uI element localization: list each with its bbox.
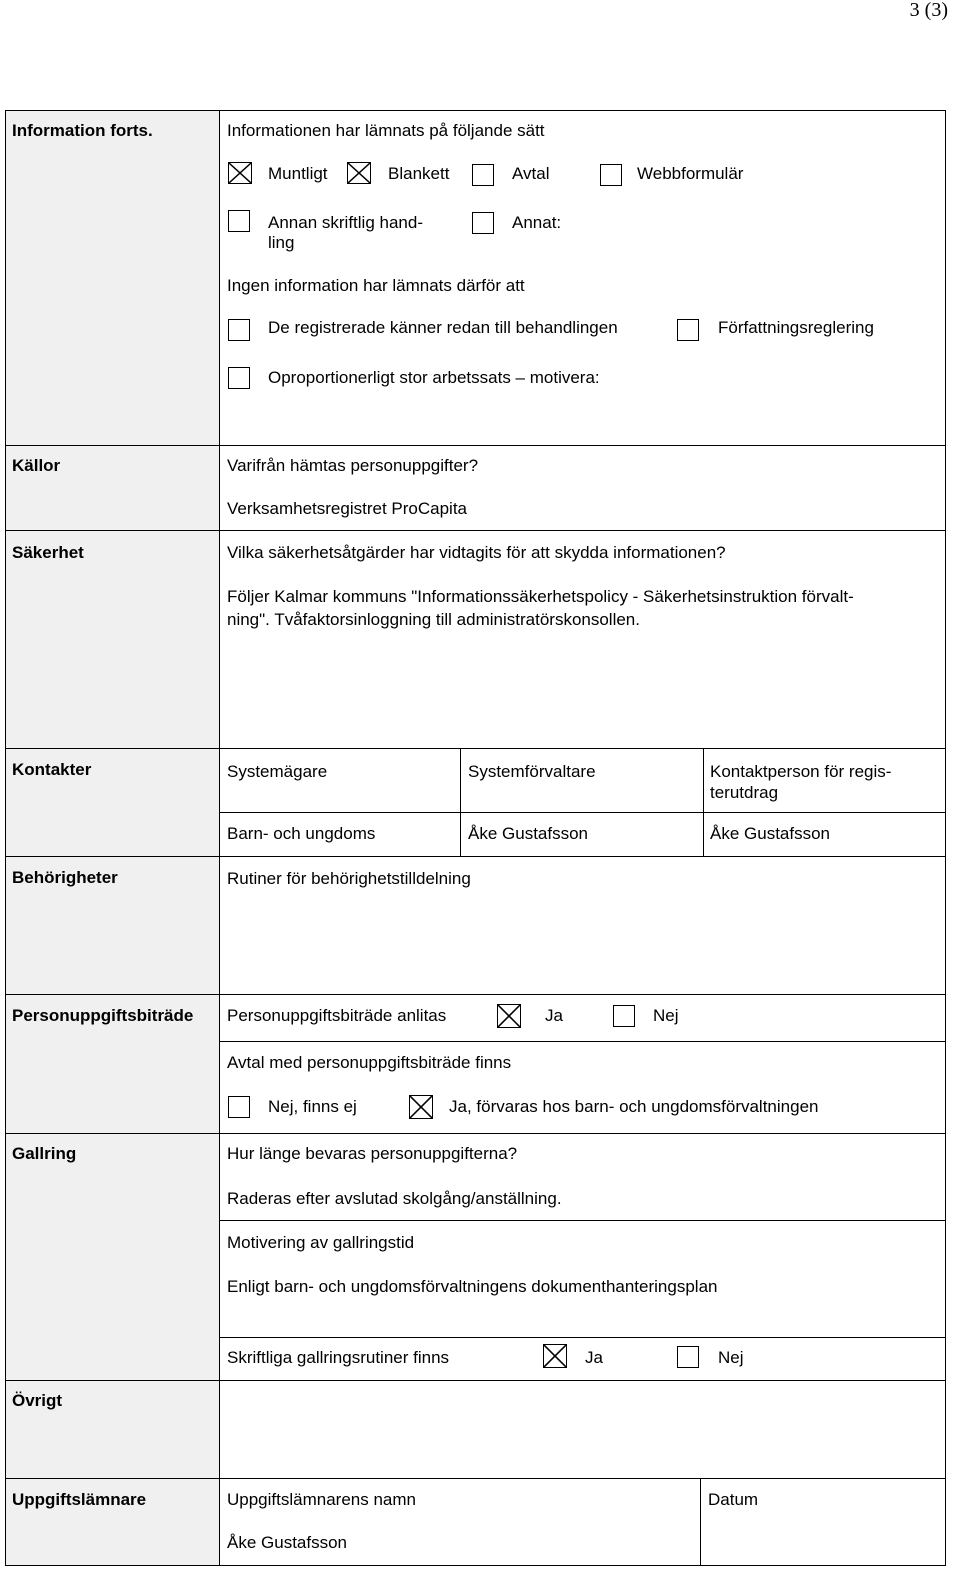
gallring-ja-checkbox[interactable] bbox=[543, 1344, 567, 1368]
uppgiftslamnare-name: Åke Gustafsson bbox=[227, 1533, 348, 1552]
check-x-icon bbox=[544, 1345, 566, 1367]
row-divider bbox=[5, 994, 945, 995]
kallor-label: Källor bbox=[12, 456, 61, 475]
pub-avtal-ja-checkbox[interactable] bbox=[409, 1095, 433, 1119]
pub-question: Personuppgiftsbiträde anlitas bbox=[227, 1006, 447, 1025]
check-x-icon bbox=[229, 163, 251, 183]
behorigheter-text: Rutiner för behörighetstilldelning bbox=[227, 869, 471, 888]
gallring-nej-checkbox[interactable] bbox=[677, 1346, 699, 1368]
row-divider bbox=[5, 530, 945, 531]
row-divider bbox=[5, 1380, 945, 1381]
gallring-label: Gallring bbox=[12, 1144, 77, 1163]
row-divider bbox=[5, 445, 945, 446]
kanner-checkbox[interactable] bbox=[228, 319, 250, 341]
gallring-nej-label: Nej bbox=[718, 1348, 744, 1367]
annat-checkbox[interactable] bbox=[472, 212, 494, 234]
webbformular-label: Webbformulär bbox=[637, 164, 744, 183]
pub-nej-checkbox[interactable] bbox=[613, 1005, 635, 1027]
uppgiftslamnare-name-label: Uppgiftslämnarens namn bbox=[227, 1490, 416, 1509]
kontaktperson-header-line1: Kontaktperson för regis- bbox=[710, 762, 892, 781]
muntligt-label: Muntligt bbox=[268, 164, 328, 183]
row-divider bbox=[5, 1133, 945, 1134]
kontakter-label: Kontakter bbox=[12, 760, 92, 779]
avtal-label: Avtal bbox=[512, 164, 550, 183]
pub-ja-checkbox[interactable] bbox=[497, 1004, 521, 1028]
gallring-motivering: Enligt barn- och ungdomsförvaltningens dokumenthanteringsplan bbox=[227, 1277, 718, 1296]
pub-nej-label: Nej bbox=[653, 1006, 679, 1025]
annat-label: Annat: bbox=[512, 213, 562, 232]
table-border-right bbox=[945, 110, 946, 1566]
row-divider bbox=[219, 1220, 945, 1221]
pub-avtal-question: Avtal med personuppgiftsbiträde finns bbox=[227, 1053, 512, 1072]
annan-skriftlig-label-line1: Annan skriftlig hand- bbox=[268, 213, 423, 232]
kontaktperson-header-line2: terutdrag bbox=[710, 783, 779, 802]
oproportionerligt-checkbox[interactable] bbox=[228, 367, 250, 389]
gallring-question: Hur länge bevaras personuppgifterna? bbox=[227, 1144, 518, 1163]
column-divider bbox=[700, 1478, 701, 1565]
systemforvaltare-header: Systemförvaltare bbox=[468, 762, 596, 781]
gallring-motivering-label: Motivering av gallringstid bbox=[227, 1233, 415, 1252]
row-divider bbox=[219, 1041, 945, 1042]
table-border-left bbox=[5, 110, 6, 1566]
pub-avtal-nej-label: Nej, finns ej bbox=[268, 1097, 357, 1116]
info-label: Information forts. bbox=[12, 121, 153, 140]
gallring-rutiner-question: Skriftliga gallringsrutiner finns bbox=[227, 1348, 450, 1367]
systemagare-header: Systemägare bbox=[227, 762, 328, 781]
systemagare-value: Barn- och ungdoms bbox=[227, 824, 376, 843]
muntligt-checkbox[interactable] bbox=[228, 162, 252, 184]
label-column bbox=[5, 110, 219, 1565]
blankett-checkbox[interactable] bbox=[347, 162, 371, 184]
column-divider bbox=[703, 748, 704, 856]
kanner-label: De registrerade känner redan till behandlingen bbox=[268, 318, 618, 337]
kontaktperson-value: Åke Gustafsson bbox=[710, 824, 831, 843]
sakerhet-answer-line2: ning". Tvåfaktorsinloggning till administratörskonsollen. bbox=[227, 610, 640, 629]
uppgiftslamnare-date-label: Datum bbox=[708, 1490, 759, 1509]
oproportionerligt-label: Oproportionerligt stor arbetssats – motivera: bbox=[268, 368, 600, 387]
behorigheter-label: Behörigheter bbox=[12, 868, 118, 887]
annan-skriftlig-label-line2: ling bbox=[268, 233, 295, 252]
row-divider bbox=[5, 1478, 945, 1479]
systemforvaltare-value: Åke Gustafsson bbox=[468, 824, 589, 843]
info-heading: Informationen har lämnats på följande sätt bbox=[227, 121, 545, 140]
row-divider bbox=[5, 748, 945, 749]
kallor-question: Varifrån hämtas personuppgifter? bbox=[227, 456, 479, 475]
row-divider bbox=[219, 812, 945, 813]
page-number: 3 (3) bbox=[909, 0, 948, 21]
webbformular-checkbox[interactable] bbox=[600, 164, 622, 186]
sakerhet-label: Säkerhet bbox=[12, 543, 84, 562]
pub-avtal-nej-checkbox[interactable] bbox=[228, 1096, 250, 1118]
annan-skriftlig-checkbox[interactable] bbox=[228, 210, 250, 232]
table-border-bottom bbox=[5, 1565, 945, 1566]
forfattning-checkbox[interactable] bbox=[677, 319, 699, 341]
pub-avtal-ja-label: Ja, förvaras hos barn- och ungdomsförvaltningen bbox=[449, 1097, 819, 1116]
avtal-checkbox[interactable] bbox=[472, 164, 494, 186]
check-x-icon bbox=[348, 163, 370, 183]
check-x-icon bbox=[410, 1096, 432, 1118]
check-x-icon bbox=[498, 1005, 520, 1027]
gallring-ja-label: Ja bbox=[585, 1348, 603, 1367]
row-divider bbox=[219, 1337, 945, 1338]
uppgiftslamnare-label: Uppgiftslämnare bbox=[12, 1490, 147, 1509]
no-info-heading: Ingen information har lämnats därför att bbox=[227, 276, 525, 295]
gallring-answer: Raderas efter avslutad skolgång/anställning. bbox=[227, 1189, 562, 1208]
row-divider bbox=[5, 856, 945, 857]
forfattning-label: Författningsreglering bbox=[718, 318, 874, 337]
column-divider bbox=[219, 110, 220, 1566]
table-border-top bbox=[5, 110, 945, 111]
column-divider bbox=[460, 748, 461, 856]
kallor-answer: Verksamhetsregistret ProCapita bbox=[227, 499, 467, 518]
sakerhet-answer-line1: Följer Kalmar kommuns "Informationssäkerhetspolicy - Säkerhetsinstruktion förvalt- bbox=[227, 587, 854, 606]
sakerhet-question: Vilka säkerhetsåtgärder har vidtagits för att skydda informationen? bbox=[227, 543, 726, 562]
blankett-label: Blankett bbox=[388, 164, 450, 183]
pub-ja-label: Ja bbox=[545, 1006, 563, 1025]
ovrigt-label: Övrigt bbox=[12, 1391, 63, 1410]
pub-label: Personuppgiftsbiträde bbox=[12, 1006, 194, 1025]
